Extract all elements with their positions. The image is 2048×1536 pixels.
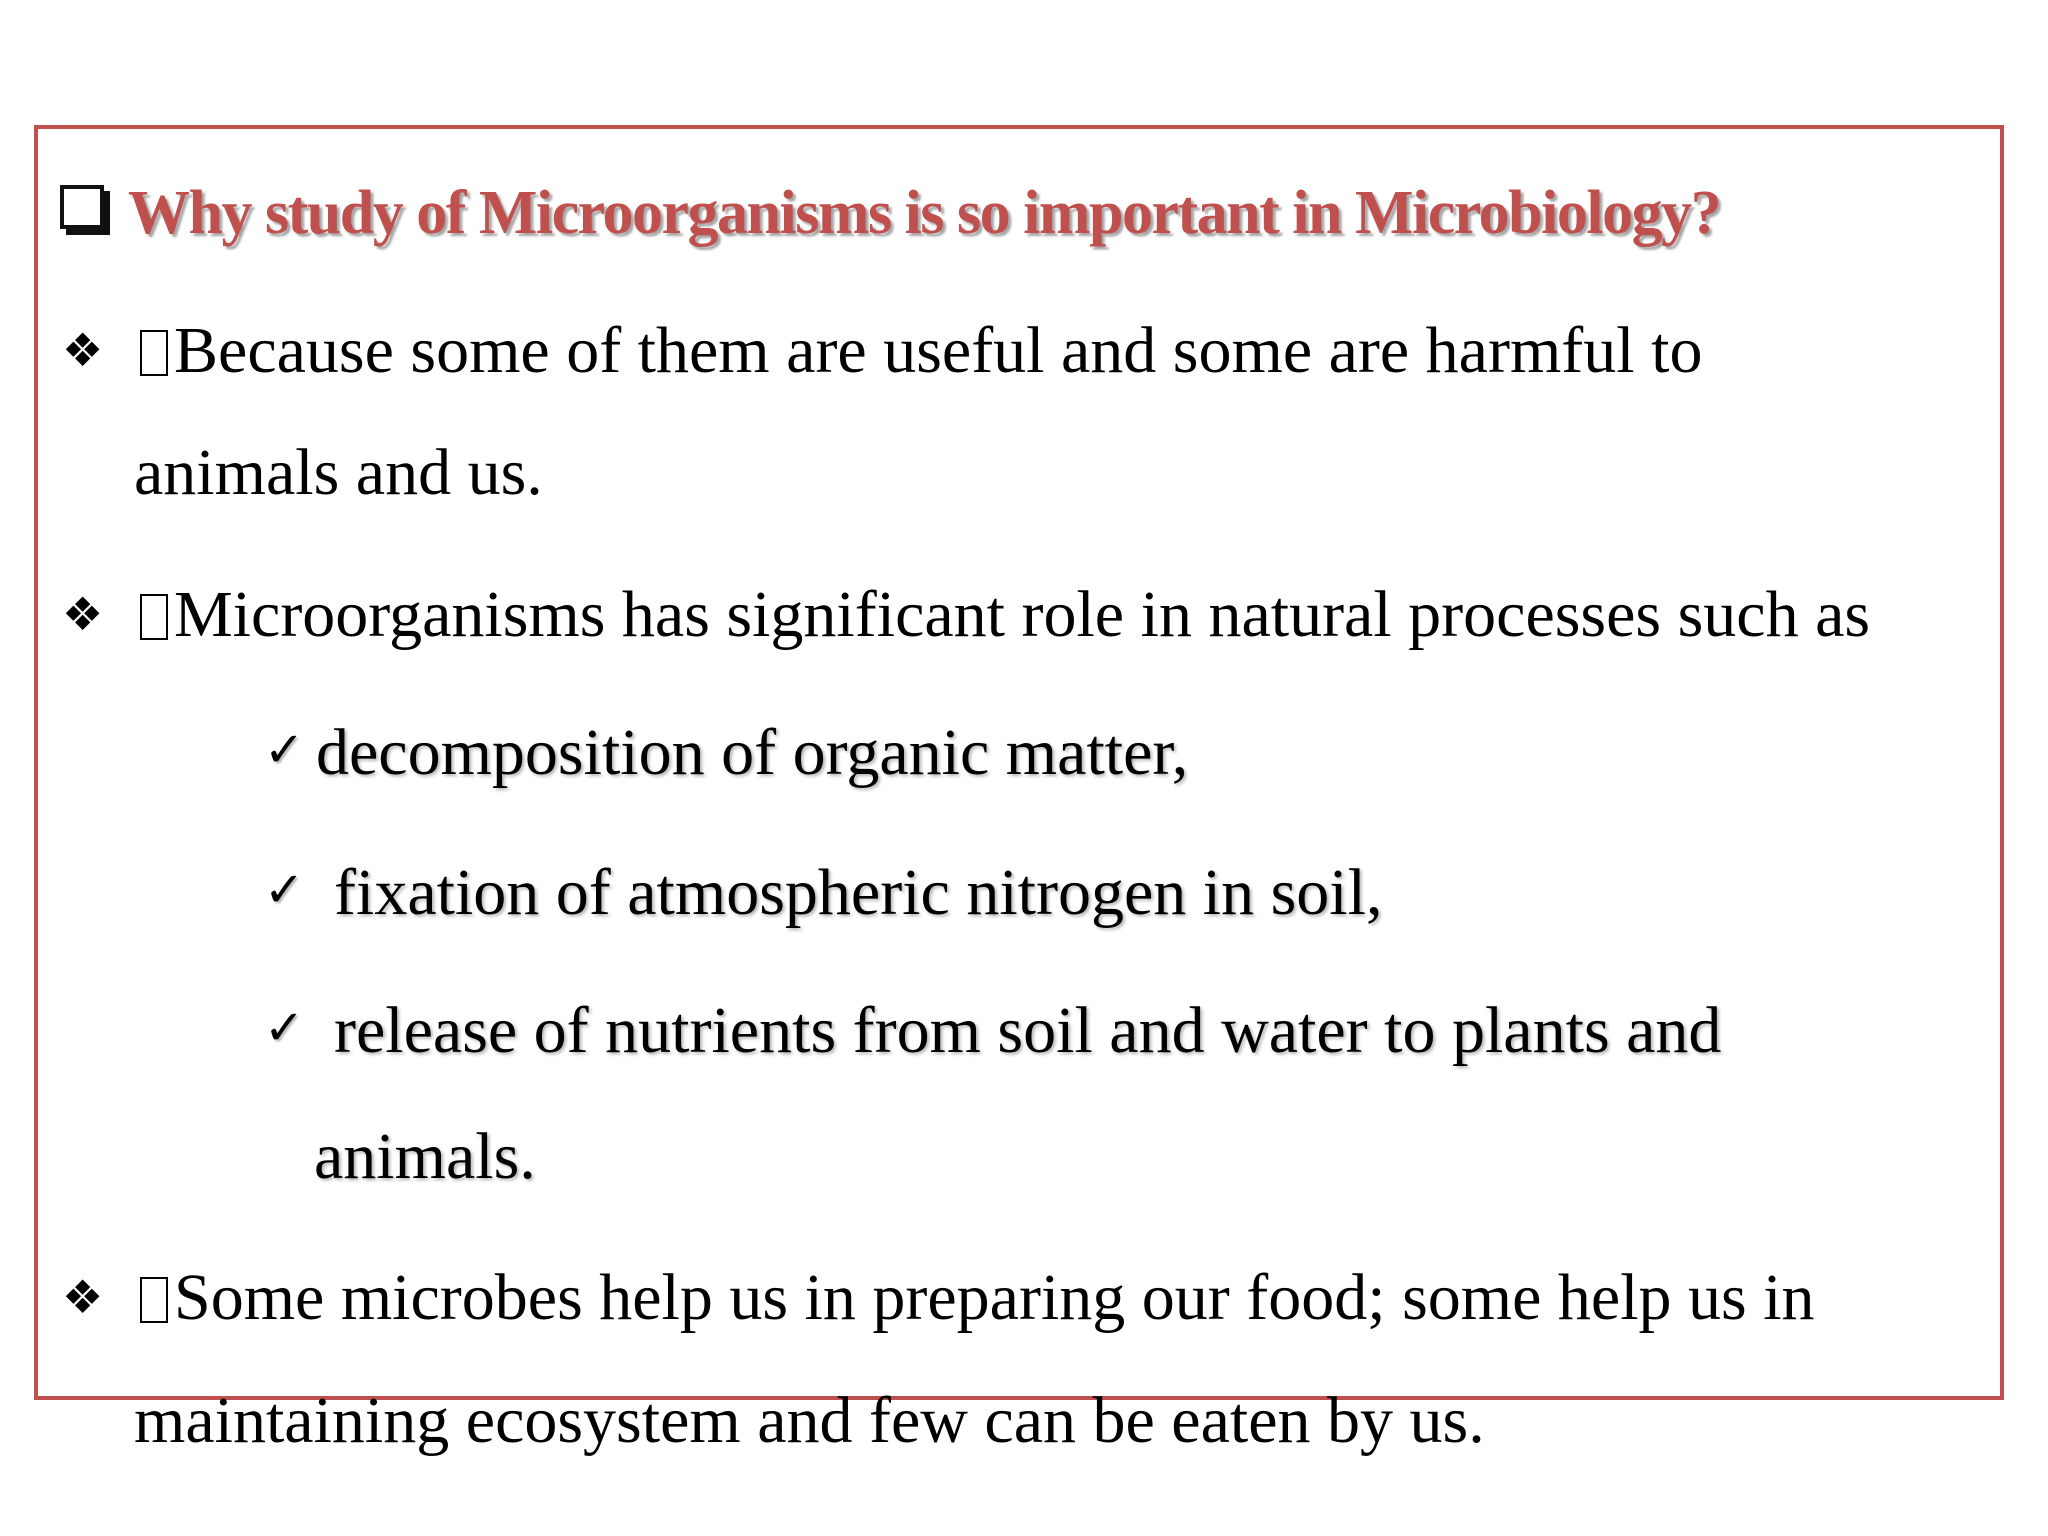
missing-glyph-box — [140, 330, 168, 376]
missing-glyph-box — [140, 1277, 168, 1323]
missing-glyph-box — [140, 594, 168, 640]
point-3-line-2: maintaining ecosystem and few can be eaten by us. — [134, 1384, 1485, 1457]
point-2-line-1: Microorganisms has significant role in natural processes such as — [140, 582, 1870, 648]
four-diamond-bullet-icon: ❖ — [62, 1272, 104, 1323]
checkbox-square-icon — [60, 185, 104, 229]
subitem-1-line-1: decomposition of organic matter, — [316, 716, 1189, 789]
four-diamond-bullet-icon: ❖ — [62, 589, 104, 640]
checkmark-icon: ✓ — [264, 722, 305, 778]
point-1-line-1: Because some of them are useful and some are harmful to — [140, 318, 1702, 384]
subitem-3-line-2: animals. — [314, 1120, 536, 1193]
subitem-2-line-1: fixation of atmospheric nitrogen in soil, — [334, 856, 1383, 929]
point-3-line-1: Some microbes help us in preparing our food; some help us in — [140, 1265, 1815, 1331]
checkmark-icon: ✓ — [264, 862, 305, 918]
subitem-3-line-1: release of nutrients from soil and water to plants and — [334, 994, 1722, 1067]
slide-title — [60, 178, 1720, 249]
four-diamond-bullet-icon: ❖ — [62, 325, 104, 376]
point-1-line-2: animals and us. — [134, 436, 543, 509]
slide-title-text: Why study of Microorganisms is so important in Microbiology? — [128, 179, 1721, 247]
checkmark-icon: ✓ — [264, 1000, 305, 1056]
